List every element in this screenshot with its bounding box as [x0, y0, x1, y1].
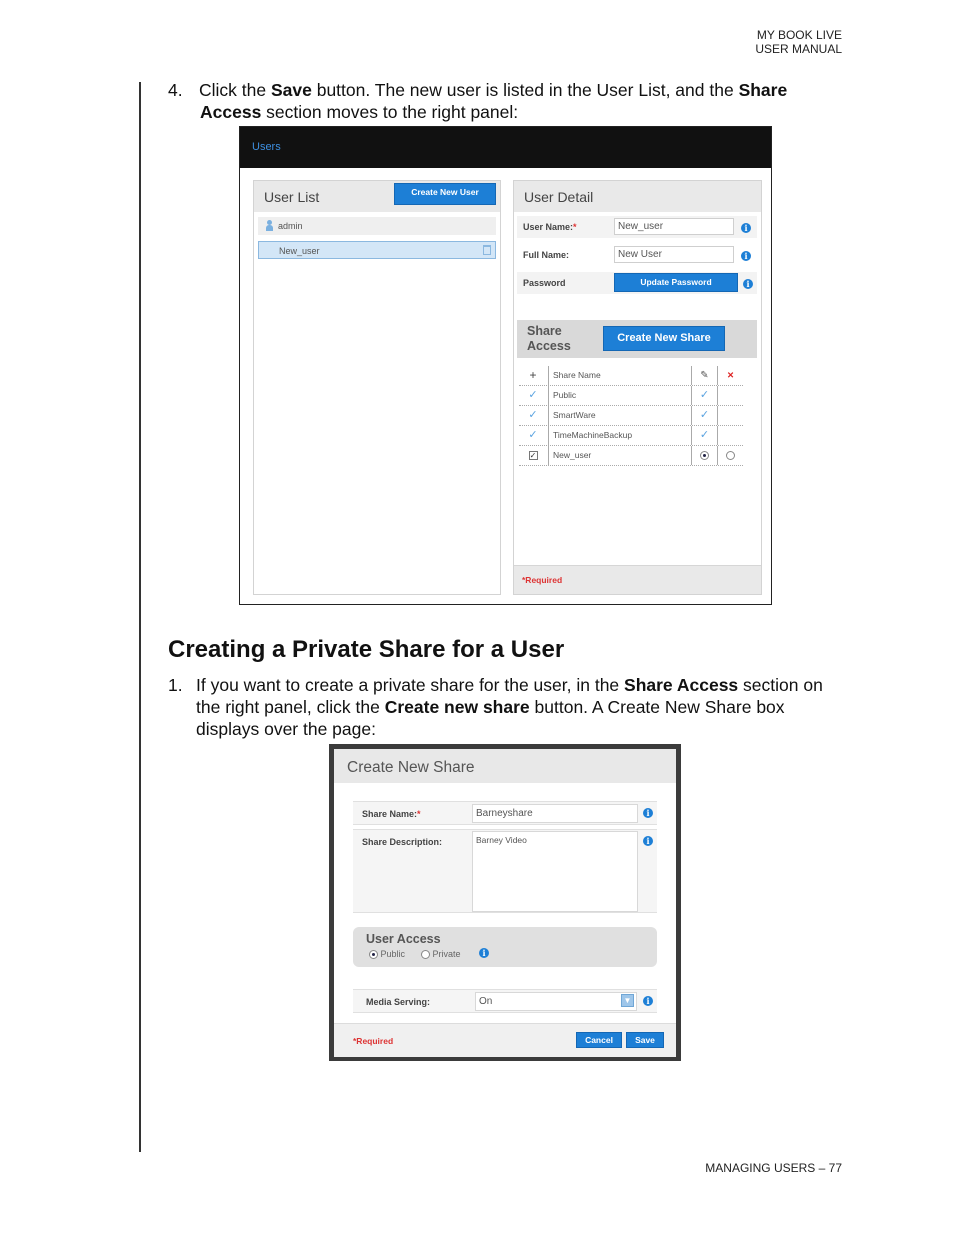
required-note: *Required [353, 1036, 394, 1046]
info-icon[interactable]: i [741, 223, 751, 233]
media-serving-value: On [479, 996, 493, 1007]
step-1-line-1: If you want to create a private share for the user, in the Share Access section on [196, 675, 823, 695]
user-row-new-user[interactable] [258, 241, 496, 259]
share-name-label: Share Name: [362, 809, 418, 819]
create-new-user-button[interactable]: Create New User [394, 183, 496, 205]
create-share-screenshot [329, 744, 681, 1061]
step-1-line-2: the right panel, click the Create new share button. A Create New Share box [196, 697, 785, 717]
step-1-line-3: displays over the page: [196, 719, 376, 739]
user-detail-panel [513, 180, 762, 595]
dialog-footer [334, 1023, 676, 1057]
step-1 [168, 674, 848, 740]
share-table-header-row [519, 366, 743, 386]
step-number: 1. [168, 675, 183, 695]
trash-icon[interactable] [483, 245, 491, 255]
media-serving-select[interactable] [475, 992, 637, 1011]
section-title: Creating a Private Share for a User [168, 636, 565, 663]
manual-header [755, 28, 842, 56]
share-description-row [353, 829, 657, 913]
password-label: Password [523, 278, 566, 288]
header-doc-type: USER MANUAL [755, 42, 842, 56]
share-row [519, 446, 743, 466]
page-footer: MANAGING USERS – 77 [705, 1161, 842, 1175]
share-access-header [517, 320, 757, 358]
media-serving-row [353, 989, 657, 1013]
step-4 [168, 79, 848, 125]
share-name-row [353, 801, 657, 825]
required-note: *Required [522, 575, 563, 585]
public-radio[interactable] [369, 950, 378, 959]
checkmark-icon: ✓ [528, 389, 538, 401]
user-list-panel [253, 180, 501, 595]
dialog-title: Create New Share [347, 759, 475, 776]
user-name-row [517, 216, 757, 238]
margin-rule [139, 82, 141, 1152]
share-access-title-line-1: Share [527, 324, 562, 338]
user-list-header [254, 181, 500, 212]
share-checkbox[interactable]: ✓ [529, 450, 537, 460]
user-detail-footer [514, 565, 761, 594]
media-serving-label: Media Serving: [366, 997, 431, 1007]
info-icon[interactable]: i [741, 251, 751, 261]
share-name: New_user [548, 446, 691, 465]
delete-x-icon: ✕ [717, 366, 743, 385]
user-name-input[interactable]: New_user [614, 218, 734, 235]
info-icon[interactable]: i [643, 808, 653, 818]
header-product: MY BOOK LIVE [756, 28, 842, 42]
user-row-admin[interactable] [258, 217, 496, 235]
checkmark-icon: ✓ [691, 386, 717, 405]
password-row [517, 272, 757, 294]
no-access-radio[interactable] [726, 451, 735, 460]
dropdown-arrow-icon[interactable]: ▼ [621, 994, 634, 1007]
share-name-header: Share Name [548, 366, 691, 385]
step-4-line-2: Access section moves to the right panel: [200, 102, 519, 122]
update-password-button[interactable]: Update Password [614, 273, 738, 292]
pencil-icon: ✎ [691, 366, 717, 385]
user-access-section [353, 927, 657, 967]
share-description-label: Share Description: [362, 837, 443, 847]
required-mark: * [573, 222, 577, 232]
share-row [519, 406, 743, 426]
user-list-title: User List [264, 189, 320, 205]
private-radio[interactable] [421, 950, 430, 959]
checkmark-icon: ✓ [528, 409, 538, 421]
full-name-input[interactable]: New User [614, 246, 734, 263]
users-topbar-title[interactable]: Users [252, 141, 281, 153]
share-row [519, 426, 743, 446]
create-share-dialog [334, 749, 676, 1057]
create-new-share-button[interactable]: Create New Share [603, 326, 725, 351]
user-access-title: User Access [366, 932, 441, 946]
user-row-name: New_user [279, 246, 320, 256]
share-name: Public [548, 386, 691, 405]
info-icon[interactable]: i [479, 948, 489, 958]
share-row [519, 386, 743, 406]
info-icon[interactable]: i [743, 279, 753, 289]
full-name-label: Full Name: [523, 250, 570, 260]
info-icon[interactable]: i [643, 836, 653, 846]
user-row-name: admin [278, 221, 303, 231]
checkmark-icon: ✓ [528, 429, 538, 441]
step-number: 4. [168, 80, 183, 100]
user-detail-header [514, 181, 761, 212]
required-mark: * [417, 809, 421, 819]
step-4-line-1: Click the Save button. The new user is listed in the User List, and the Share [199, 80, 788, 100]
checkmark-icon: ✓ [691, 426, 717, 445]
cancel-button[interactable]: Cancel [576, 1032, 622, 1048]
info-icon[interactable]: i [643, 996, 653, 1006]
user-detail-title: User Detail [524, 189, 594, 205]
users-screenshot [239, 126, 772, 605]
user-name-label: User Name: [523, 222, 574, 232]
share-description-input[interactable]: Barney Video [472, 831, 638, 912]
checkmark-icon: ✓ [691, 406, 717, 425]
full-name-row [517, 244, 757, 266]
private-option-label: Private [432, 949, 461, 959]
share-access-title-line-2: Access [527, 339, 571, 353]
save-button[interactable]: Save [626, 1032, 664, 1048]
share-name: TimeMachineBackup [548, 426, 691, 445]
dialog-header [334, 749, 676, 783]
share-name: SmartWare [548, 406, 691, 425]
share-name-input[interactable]: Barneyshare [472, 804, 638, 823]
full-access-radio[interactable] [700, 451, 709, 460]
users-topbar [240, 127, 771, 168]
user-icon [266, 220, 273, 231]
plus-icon[interactable]: + [529, 368, 537, 382]
public-option-label: Public [380, 949, 406, 959]
